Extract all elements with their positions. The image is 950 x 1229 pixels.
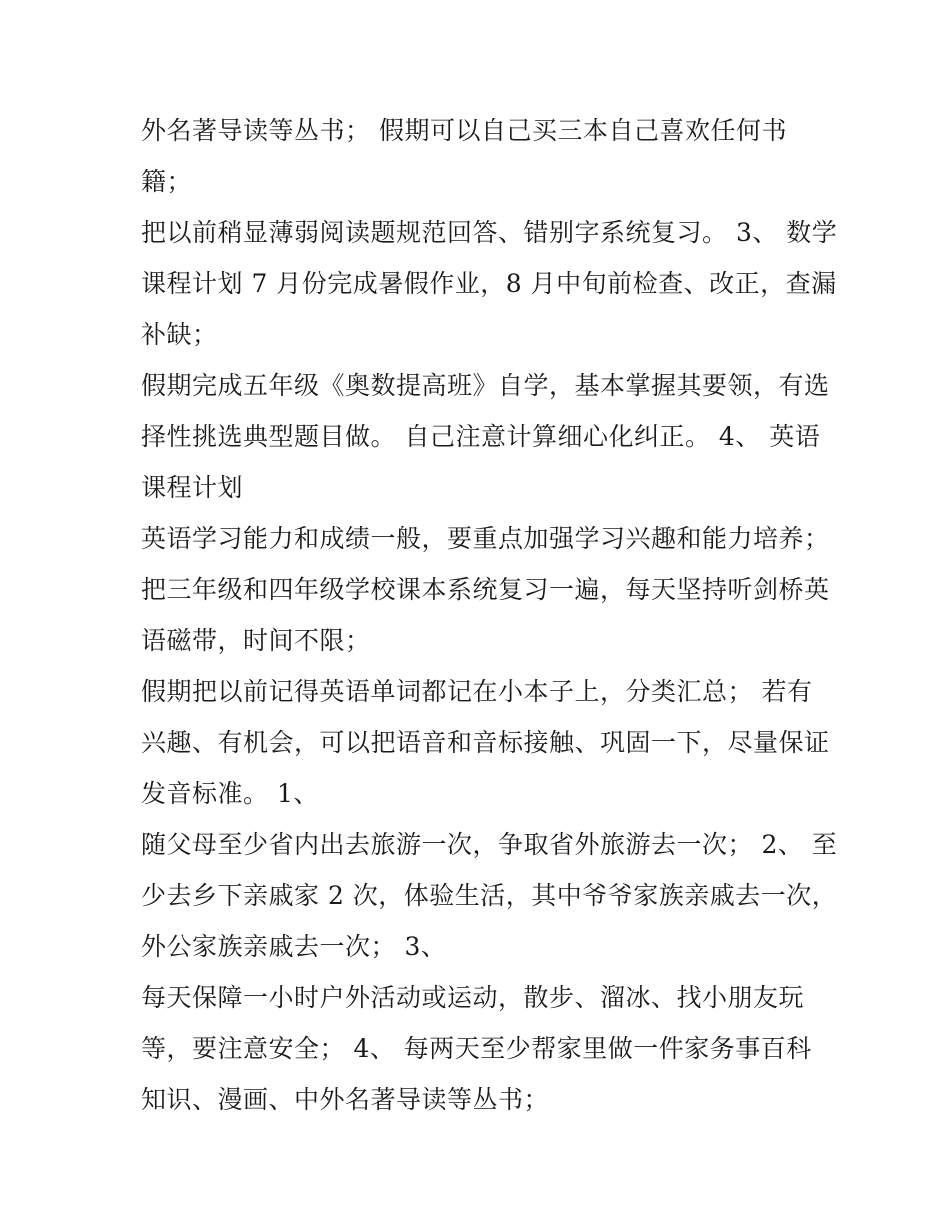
text-line: 外名著导读等丛书； 假期可以自己买三本自己喜欢任何书 [141, 116, 787, 145]
text-line: 少去乡下亲戚家 2 次，体验生活，其中爷爷家族亲戚去一次， [141, 881, 838, 910]
text-line: 英语学习能力和成绩一般，要重点加强学习兴趣和能力培养； [141, 524, 830, 553]
text-line: 每天保障一小时户外活动或运动，散步、溜冰、找小朋友玩 [141, 983, 805, 1012]
text-line: 把三年级和四年级学校课本系统复习一遍，每天坚持听剑桥英 [141, 575, 830, 604]
text-line: 假期把以前记得英语单词都记在小本子上，分类汇总； 若有 [141, 677, 813, 706]
text-line: 课程计划 [141, 473, 244, 502]
text-line: 籍； [141, 167, 193, 196]
text-line: 外公家族亲戚去一次； 3、 [141, 932, 447, 961]
body-text [141, 105, 838, 1125]
text-line: 兴趣、有机会，可以把语音和音标接触、巩固一下，尽量保证 [141, 728, 830, 757]
text-line: 等，要注意安全； 4、 每两天至少帮家里做一件家务事百科 [141, 1034, 812, 1063]
text-line: 发音标准。 1、 [141, 779, 319, 808]
text-line: 补缺； [141, 320, 218, 349]
text-line: 课程计划 7 月份完成暑假作业，8 月中旬前检查、改正，查漏 [141, 269, 837, 298]
text-line: 假期完成五年级《奥数提高班》自学，基本掌握其要领，有选 [141, 371, 830, 400]
text-line: 择性挑选典型题目做。 自己注意计算细心化纠正。 4、 英语 [141, 422, 821, 451]
text-line: 随父母至少省内出去旅游一次，争取省外旅游去一次； 2、 至 [141, 830, 838, 859]
text-line: 知识、漫画、中外名著导读等丛书； [141, 1085, 550, 1114]
text-line: 语磁带，时间不限； [141, 626, 371, 655]
text-line: 把以前稍显薄弱阅读题规范回答、错别字系统复习。 3、 数学 [141, 218, 838, 247]
